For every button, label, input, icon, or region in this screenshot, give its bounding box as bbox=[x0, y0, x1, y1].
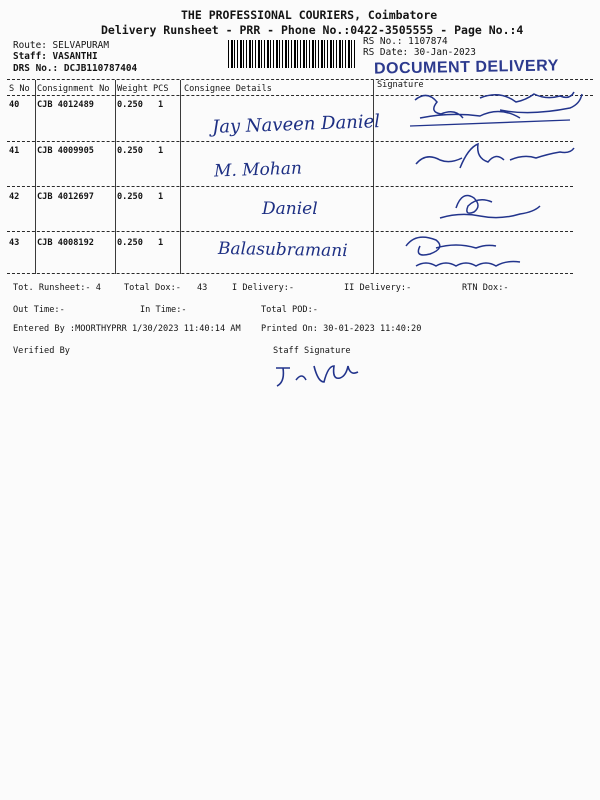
row-consignment: CJB 4012489 bbox=[37, 100, 94, 110]
rs-no-label: RS No.: bbox=[363, 36, 403, 47]
row-consignee-handwritten: Balasubramani bbox=[217, 238, 348, 262]
row-weight: 0.250 bbox=[117, 238, 143, 248]
tot-runsheet: Tot. Runsheet:- 4 bbox=[13, 283, 101, 293]
col-divider bbox=[35, 80, 36, 274]
col-header-pcs: PCS bbox=[153, 84, 169, 94]
staff-label: Staff: bbox=[13, 51, 47, 62]
row-weight: 0.250 bbox=[117, 100, 143, 110]
row-pcs: 1 bbox=[158, 238, 164, 248]
table-bottom-rule bbox=[7, 273, 573, 274]
staff-row bbox=[13, 51, 98, 62]
staff-signature-label: Staff Signature bbox=[273, 346, 351, 356]
row-sno: 43 bbox=[9, 238, 20, 248]
total-dox-value: 43 bbox=[197, 283, 208, 293]
printed-on: Printed On: 30-01-2023 11:40:20 bbox=[261, 324, 422, 334]
row-sno: 40 bbox=[9, 100, 20, 110]
entered-by: Entered By :MOORTHYPRR 1/30/2023 11:40:14 AM bbox=[13, 324, 241, 334]
row-consignment: CJB 4012697 bbox=[37, 192, 94, 202]
row-pcs: 1 bbox=[158, 192, 164, 202]
document-delivery-stamp: DOCUMENT DELIVERY bbox=[373, 57, 559, 78]
row-signature-scribble bbox=[420, 184, 560, 228]
row-consignee-handwritten: Daniel bbox=[262, 199, 318, 219]
col-header-consignee: Consignee Details bbox=[184, 84, 272, 94]
row-consignment: CJB 4009905 bbox=[37, 146, 94, 156]
row-sno: 42 bbox=[9, 192, 20, 202]
rs-date-label: RS Date: bbox=[363, 47, 409, 58]
out-time: Out Time:- bbox=[13, 305, 65, 315]
row-consignee-handwritten: Jay Naveen Daniel bbox=[211, 111, 381, 138]
total-dox-label: Total Dox:- bbox=[124, 283, 181, 293]
company-title: THE PROFESSIONAL COURIERS, Coimbatore bbox=[181, 8, 438, 22]
col-divider bbox=[180, 80, 181, 274]
col-divider bbox=[373, 80, 374, 274]
staff-signature-scribble bbox=[270, 358, 370, 390]
drs-row bbox=[13, 63, 137, 74]
col-header-signature: Signature bbox=[377, 80, 424, 90]
table-top-rule bbox=[7, 79, 593, 80]
row-signature-scribble bbox=[396, 226, 566, 276]
rs-date-row bbox=[363, 47, 476, 58]
staff-value: VASANTHI bbox=[52, 51, 98, 62]
rs-no-row bbox=[363, 36, 448, 47]
route-row bbox=[13, 40, 109, 51]
row-consignment: CJB 4008192 bbox=[37, 238, 94, 248]
runsheet-subtitle: Delivery Runsheet - PRR - Phone No.:0422-3505555 - Page No.:4 bbox=[101, 23, 524, 37]
rtn-dox: RTN Dox:- bbox=[462, 283, 509, 293]
row-sno: 41 bbox=[9, 146, 20, 156]
ii-delivery: II Delivery:- bbox=[344, 283, 412, 293]
col-divider bbox=[115, 80, 116, 274]
rs-no-value: 1107874 bbox=[408, 36, 448, 47]
route-label: Route: bbox=[13, 40, 47, 51]
row-pcs: 1 bbox=[158, 100, 164, 110]
rs-date-value: 30-Jan-2023 bbox=[413, 47, 476, 58]
route-value: SELVAPURAM bbox=[52, 40, 109, 51]
col-header-weight: Weight bbox=[117, 84, 149, 94]
col-header-consignment: Consignment No bbox=[37, 84, 110, 94]
drs-value: DCJB110787404 bbox=[63, 63, 138, 74]
row-pcs: 1 bbox=[158, 146, 164, 156]
row-signature-scribble bbox=[400, 138, 590, 182]
drs-label: DRS No.: bbox=[13, 63, 59, 74]
in-time: In Time:- bbox=[140, 305, 187, 315]
row-weight: 0.250 bbox=[117, 146, 143, 156]
row-signature-scribble bbox=[400, 88, 590, 134]
total-pod: Total POD:- bbox=[261, 305, 318, 315]
verified-by: Verified By bbox=[13, 346, 70, 356]
row-weight: 0.250 bbox=[117, 192, 143, 202]
col-header-sno: S No bbox=[9, 84, 30, 94]
barcode bbox=[228, 40, 356, 68]
i-delivery: I Delivery:- bbox=[232, 283, 295, 293]
row-consignee-handwritten: M. Mohan bbox=[213, 158, 303, 182]
